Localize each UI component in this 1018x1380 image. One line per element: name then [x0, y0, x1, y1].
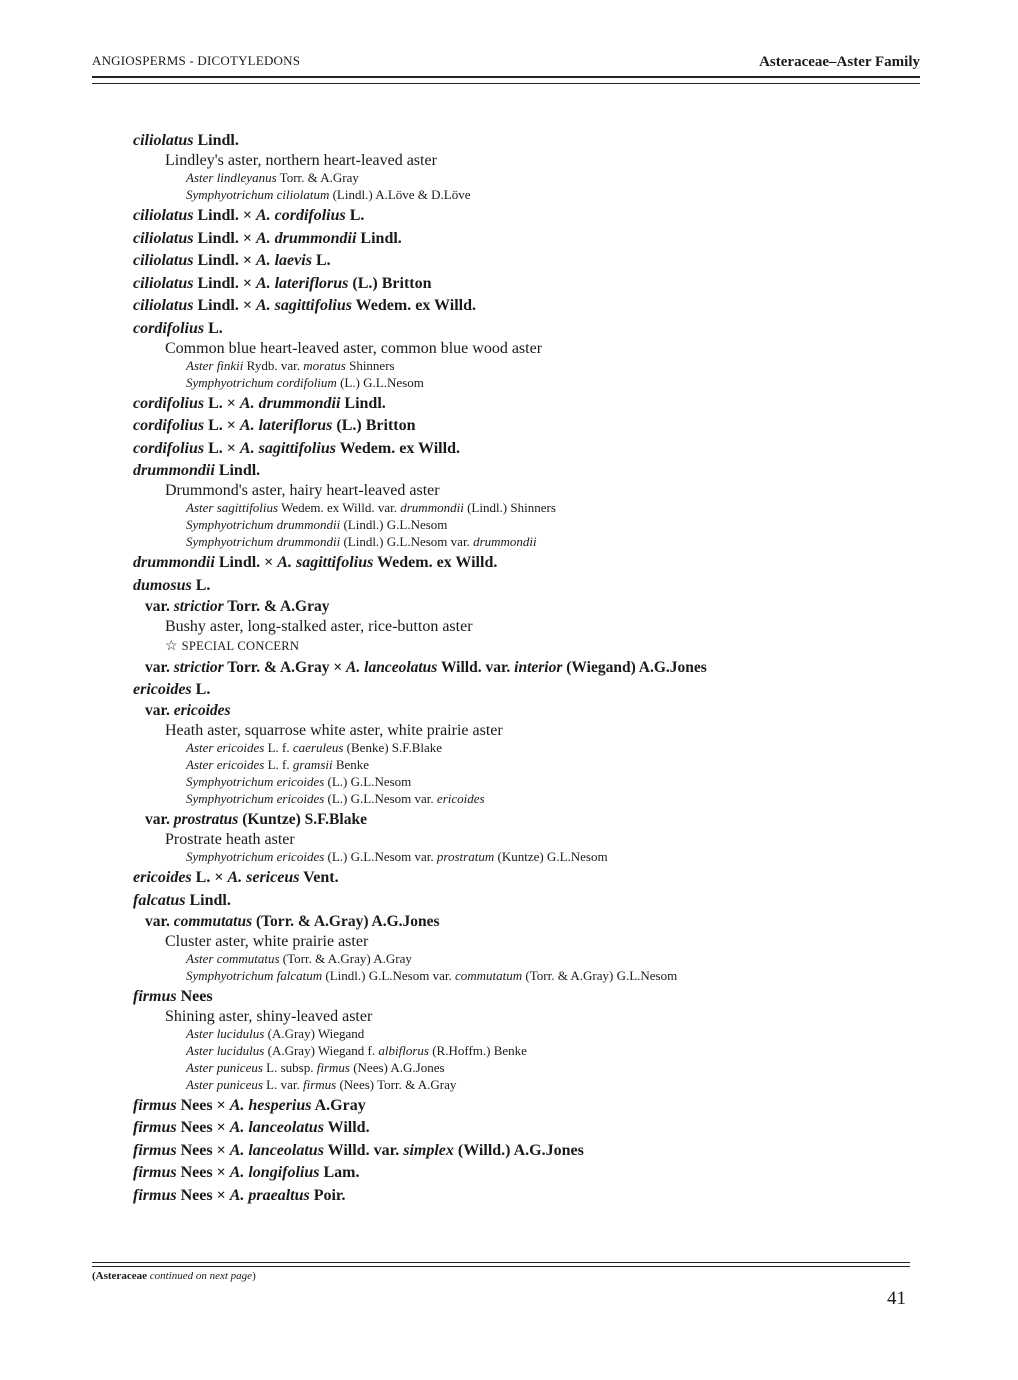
name-part: Symphyotrichum ericoides [186, 849, 325, 864]
name-part: L. × [191, 869, 228, 886]
name-part: ciliolatus [133, 274, 194, 292]
name-part: Willd. var. [437, 658, 515, 676]
synonym [186, 757, 369, 773]
name-part: Rydb. var. [243, 357, 304, 373]
name-part: (Willd.) A.G.Jones [453, 1141, 584, 1159]
name-part: (L.) G.L.Nesom [324, 774, 412, 789]
name-part: Aster lindleyanus [186, 170, 277, 185]
name-part: Lindl. [356, 229, 402, 247]
name-part: (Torr. & A.Gray) A.Gray [279, 950, 412, 966]
variety-name [145, 659, 707, 677]
accepted-name [133, 577, 210, 595]
name-part: Drummond's aster, hairy heart-leaved aster [165, 482, 440, 499]
accepted-name [133, 297, 476, 315]
synonym [186, 517, 447, 533]
continued-note-text: continued on next page [146, 1270, 253, 1282]
name-part: strictior [173, 658, 224, 676]
variety-name [145, 598, 329, 616]
name-part: L. [311, 252, 331, 269]
name-part: firmus [133, 987, 177, 1005]
name-part: L. f. [264, 757, 293, 772]
name-part: (L.) G.L.Nesom [336, 374, 424, 390]
name-part: drummondii [133, 462, 215, 479]
name-part: Wedem. ex Willd. var. [278, 500, 401, 515]
name-part: Nees [176, 987, 213, 1005]
accepted-name [133, 1142, 584, 1160]
name-part: Torr. & A.Gray [223, 597, 330, 615]
synonym [186, 849, 608, 865]
variety-name [145, 913, 440, 931]
name-part: (Lindl.) G.L.Nesom [340, 517, 448, 532]
name-part: L. subsp. [262, 1059, 317, 1075]
name-part: (R.Hoffm.) Benke [428, 1042, 527, 1058]
name-part: moratus [303, 357, 346, 373]
name-part: Nees × [176, 1096, 230, 1114]
name-part: var. [145, 658, 174, 676]
name-part: A. sagittifolius [239, 439, 336, 457]
name-part: ciliolatus [133, 297, 194, 314]
name-part: (Kuntze) G.L.Nesom [494, 849, 608, 864]
name-part: firmus [133, 1164, 177, 1181]
name-part: (Lindl.) G.L.Nesom var. [340, 534, 474, 549]
synonym [186, 534, 537, 550]
continued-note [92, 1270, 256, 1282]
name-part: Torr. & A.Gray × [223, 658, 347, 676]
name-part: SPECIAL CONCERN [181, 638, 300, 653]
accepted-name [133, 275, 432, 293]
synonym [186, 951, 412, 967]
name-part: prostratus [173, 811, 239, 828]
name-part: firmus [133, 1096, 177, 1114]
name-part: Nees × [176, 1186, 230, 1204]
name-part: Nees × [176, 1119, 230, 1136]
name-part: albiflorus [378, 1042, 429, 1058]
variety-name [145, 811, 367, 829]
name-part: Lindl. × [193, 252, 256, 269]
name-part: A. laevis [255, 252, 312, 269]
synonym [186, 968, 677, 984]
synonym [186, 774, 411, 790]
name-part: cordifolius [133, 439, 205, 457]
name-part: (Torr. & A.Gray) A.G.Jones [252, 912, 440, 930]
name-part: Wedem. ex Willd. [351, 297, 476, 314]
name-part: Lindl. × [193, 207, 256, 224]
name-part: A. hesperius [229, 1096, 312, 1114]
accepted-name [133, 395, 386, 413]
name-part: A. sagittifolius [277, 554, 374, 571]
name-part: Willd. [323, 1119, 370, 1136]
name-part: (Lindl.) A.Löve & D.Löve [329, 187, 471, 202]
name-part: Lam. [319, 1164, 360, 1181]
name-part: (Nees) A.G.Jones [349, 1059, 445, 1075]
name-part: var. [145, 597, 174, 615]
synonym [186, 1077, 456, 1093]
name-part: interior [514, 658, 563, 676]
name-part: A.Gray [311, 1096, 366, 1114]
accepted-name [133, 440, 460, 458]
name-part: drummondii [400, 500, 464, 515]
name-part: Shinners [345, 357, 395, 373]
name-part: A. sericeus [227, 869, 300, 886]
name-part: A. praealtus [229, 1186, 310, 1204]
accepted-name [133, 252, 331, 270]
name-part: firmus [316, 1059, 350, 1075]
name-part: A. drummondii [239, 394, 341, 412]
name-part: Lindl. [214, 462, 261, 479]
name-part: Aster sagittifolius [186, 500, 279, 515]
synonym [186, 1060, 445, 1076]
name-part: cordifolius [133, 319, 205, 337]
name-part: firmus [133, 1186, 177, 1204]
accepted-name [133, 132, 239, 150]
name-part: Lindl. [193, 132, 239, 149]
name-part: L. f. [264, 740, 293, 755]
name-part: Lindley's aster, northern heart-leaved aster [165, 152, 437, 169]
name-part: Symphyotrichum falcatum [186, 967, 323, 983]
name-part: (L.) Britton [348, 274, 432, 292]
synonym [186, 791, 485, 807]
name-part: Symphyotrichum drummondii [186, 534, 341, 549]
synonym [186, 1026, 364, 1042]
variety-name [145, 702, 231, 720]
name-part: Lindl. × [193, 229, 256, 247]
common-name [165, 482, 440, 500]
name-part: Aster lucidulus [186, 1042, 265, 1058]
name-part: commutatum [455, 967, 523, 983]
name-part: var. [145, 811, 174, 828]
synonym [186, 500, 556, 516]
common-name [165, 340, 542, 358]
synonym [186, 1043, 527, 1059]
name-part: A. longifolius [229, 1164, 320, 1181]
common-name [165, 152, 437, 170]
page-header-right: Asteraceae–Aster Family [759, 54, 920, 70]
name-part: Lindl. × [193, 274, 256, 292]
accepted-name [133, 1097, 366, 1115]
name-part: ericoides [133, 869, 192, 886]
name-part: Wedem. ex Willd. [373, 554, 498, 571]
name-part: Symphyotrichum drummondii [186, 517, 341, 532]
name-part: Aster finkii [186, 357, 244, 373]
name-part: L. × [204, 439, 240, 457]
name-part: Willd. var. [323, 1141, 404, 1159]
name-part: ciliolatus [133, 229, 194, 247]
accepted-name [133, 1164, 360, 1182]
name-part: A. lateriflorus [255, 274, 349, 292]
name-part: Symphyotrichum cordifolium [186, 374, 337, 390]
name-part: Aster puniceus [186, 1076, 263, 1092]
name-part: drummondii [473, 534, 537, 549]
common-name [165, 618, 473, 636]
name-part: ciliolatus [133, 252, 194, 269]
name-part: Symphyotrichum ericoides [186, 774, 325, 789]
name-part: Heath aster, squarrose white aster, white prairie aster [165, 722, 503, 739]
name-part: ciliolatus [133, 207, 194, 224]
synonym [186, 740, 442, 756]
name-part: L. [204, 319, 223, 337]
name-part: (Wiegand) A.G.Jones [562, 658, 707, 676]
name-part: commutatus [173, 912, 253, 930]
synonym [186, 170, 359, 186]
name-part: A. sagittifolius [255, 297, 352, 314]
synonym [186, 187, 471, 203]
accepted-name [133, 320, 223, 338]
name-part: firmus [133, 1119, 177, 1136]
name-part: (A.Gray) Wiegand f. [264, 1042, 379, 1058]
name-part: Torr. & A.Gray [276, 170, 359, 185]
name-part: A. cordifolius [255, 207, 346, 224]
name-part: (Torr. & A.Gray) G.L.Nesom [522, 967, 678, 983]
name-part: ericoides [173, 702, 231, 719]
footer-rule [92, 1262, 910, 1267]
common-name [165, 722, 503, 740]
name-part: A. lateriflorus [239, 417, 333, 434]
name-part: Symphyotrichum ericoides [186, 791, 325, 806]
common-name [165, 831, 295, 849]
name-part: cordifolius [133, 417, 205, 434]
name-part: Shining aster, shiny-leaved aster [165, 1007, 373, 1025]
accepted-name [133, 417, 416, 435]
name-part: A. lanceolatus [346, 658, 438, 676]
name-part: Lindl. × [214, 554, 278, 571]
name-part: Lindl. × [193, 297, 256, 314]
name-part: L. [191, 576, 211, 594]
name-part: Aster ericoides [186, 740, 265, 755]
accepted-name [133, 1119, 370, 1137]
name-part: var. [145, 702, 174, 719]
continued-note-end: ) [252, 1270, 256, 1282]
name-part: L. var. [262, 1076, 303, 1092]
name-part: L. [191, 681, 211, 698]
accepted-name [133, 681, 210, 699]
name-part: A. lanceolatus [229, 1141, 324, 1159]
name-part: (Kuntze) S.F.Blake [238, 811, 367, 828]
name-part: Poir. [309, 1186, 346, 1204]
name-part: (L.) G.L.Nesom var. [324, 791, 437, 806]
name-part: Nees × [176, 1164, 230, 1181]
name-part: Bushy aster, long-stalked aster, rice-button aster [165, 617, 473, 635]
name-part: L. × [204, 394, 240, 412]
name-part: Aster ericoides [186, 757, 265, 772]
page-header-left: ANGIOSPERMS - DICOTYLEDONS [92, 53, 301, 68]
name-part: Benke [332, 757, 370, 772]
name-part: ciliolatus [133, 132, 194, 149]
name-part: A. lanceolatus [229, 1119, 324, 1136]
conservation-status [165, 638, 299, 655]
name-part: (Lindl.) Shinners [463, 500, 556, 515]
name-part: L. × [204, 417, 240, 434]
name-part: firmus [302, 1076, 337, 1092]
name-part: Symphyotrichum ciliolatum [186, 187, 330, 202]
page-number: 41 [887, 1288, 906, 1309]
continued-note-family: (Asteraceae [92, 1270, 147, 1282]
accepted-name [133, 1187, 346, 1205]
name-part: gramsii [292, 757, 333, 772]
name-part: falcatus [133, 891, 186, 909]
name-part: (Benke) S.F.Blake [343, 740, 443, 755]
name-part: cordifolius [133, 394, 205, 412]
accepted-name [133, 230, 402, 248]
name-part: (A.Gray) Wiegand [264, 1025, 365, 1041]
name-part: (Nees) Torr. & A.Gray [336, 1076, 457, 1092]
name-part: Aster lucidulus [186, 1025, 265, 1041]
name-part: drummondii [133, 554, 215, 571]
name-part: Nees × [176, 1141, 230, 1159]
header-rule [92, 76, 920, 84]
accepted-name [133, 462, 260, 480]
name-part: (Lindl.) G.L.Nesom var. [322, 967, 455, 983]
accepted-name [133, 554, 497, 572]
accepted-name [133, 988, 213, 1006]
name-part: strictior [173, 597, 224, 615]
common-name [165, 933, 368, 951]
name-part: Aster puniceus [186, 1059, 263, 1075]
accepted-name [133, 869, 339, 887]
name-part: Aster commutatus [186, 950, 280, 966]
accepted-name [133, 207, 364, 225]
name-part: (L.) Britton [332, 417, 416, 434]
name-part: Lindl. [185, 891, 231, 909]
synonym [186, 358, 395, 374]
name-part: var. [145, 912, 174, 930]
name-part: dumosus [133, 576, 192, 594]
name-part: prostratum [436, 849, 495, 864]
name-part: ericoides [133, 681, 192, 698]
name-part: caeruleus [292, 740, 344, 755]
common-name [165, 1008, 372, 1026]
name-part: Common blue heart-leaved aster, common blue wood aster [165, 339, 543, 357]
accepted-name [133, 892, 231, 910]
name-part: L. [345, 207, 365, 224]
name-part: Prostrate heath aster [165, 831, 295, 848]
star-icon: ☆ [165, 638, 182, 654]
name-part: (L.) G.L.Nesom var. [324, 849, 437, 864]
name-part: Wedem. ex Willd. [335, 439, 460, 457]
name-part: Vent. [299, 869, 339, 886]
name-part: A. drummondii [255, 229, 357, 247]
name-part: ericoides [436, 791, 485, 806]
name-part: Lindl. [340, 394, 386, 412]
name-part: firmus [133, 1141, 177, 1159]
name-part: Cluster aster, white prairie aster [165, 932, 369, 950]
synonym [186, 375, 424, 391]
name-part: simplex [403, 1141, 454, 1159]
